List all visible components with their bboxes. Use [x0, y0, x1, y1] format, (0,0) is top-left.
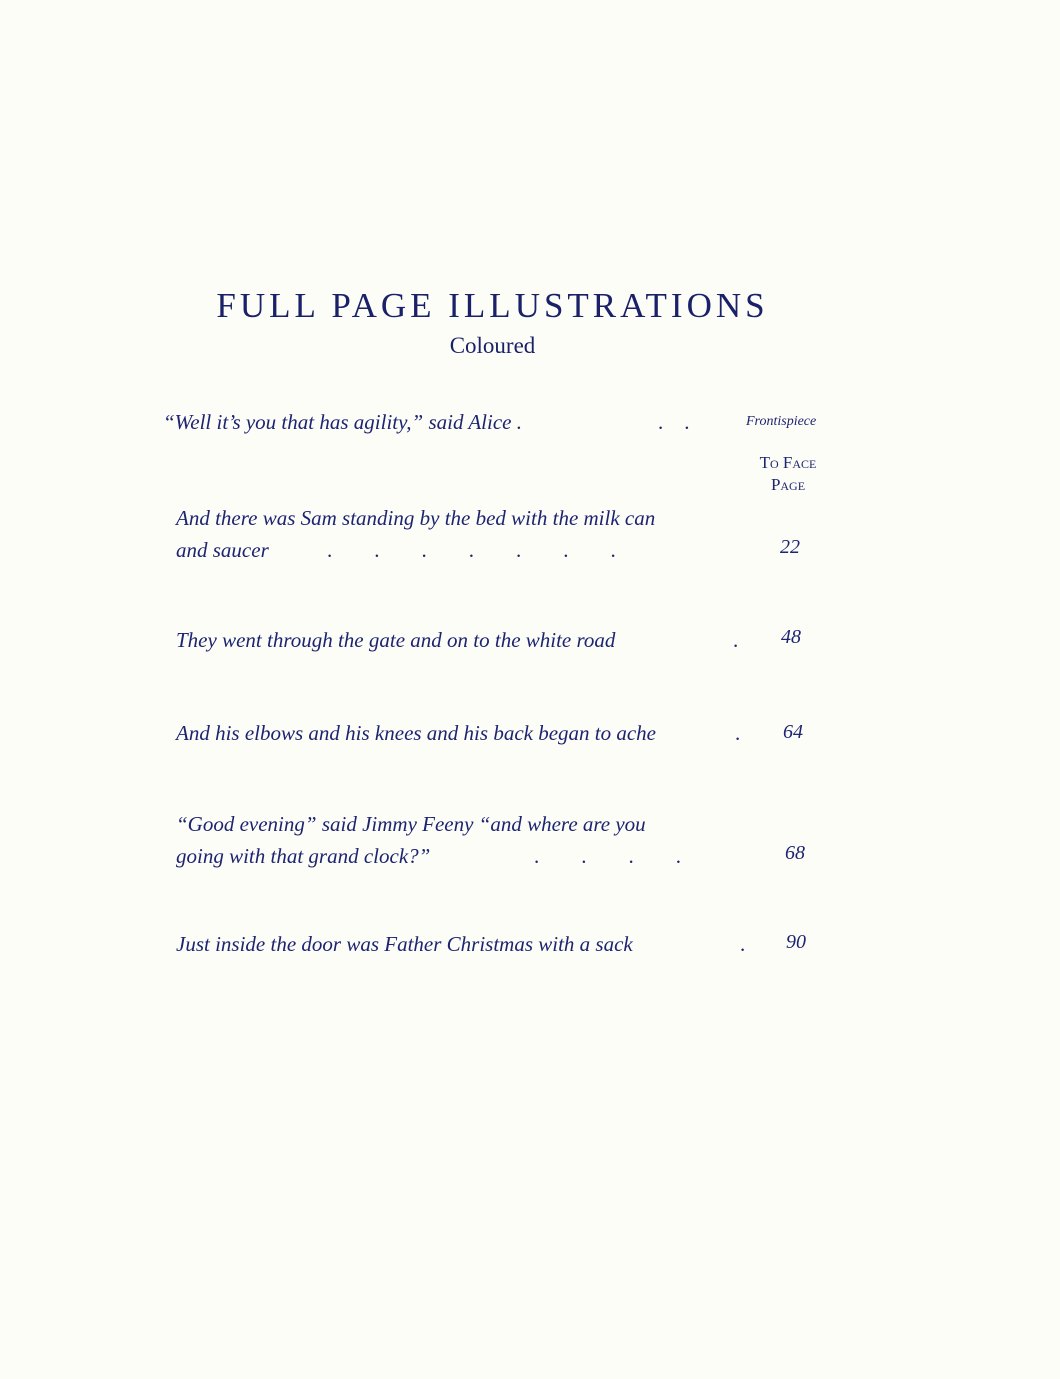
entry-6-text: Just inside the door was Father Christmas with a sack [176, 932, 633, 956]
entry-3-text: They went through the gate and on to the white road [176, 628, 616, 652]
entry-4-text: And his elbows and his knees and his back began to ache [176, 721, 657, 745]
column-header-line-2: Page [770, 475, 806, 494]
column-header-line-1: To Face [759, 453, 817, 472]
entry-2-text-line-2: and saucer [176, 538, 269, 562]
entry-2-text-line-1: And there was Sam standing by the bed with the milk can [176, 506, 656, 530]
entry-1-leader: . . [658, 410, 690, 434]
entry-5-page: 68 [785, 842, 805, 864]
entry-1-text: “Well it’s you that has agility,” said Alice . [163, 410, 522, 434]
entry-6-page: 90 [786, 931, 806, 953]
entry-5-text-line-1: “Good evening” said Jimmy Feeny “and where are you [176, 812, 646, 836]
entry-1-page: Frontispiece [746, 414, 817, 429]
entry-5-text-line-2: going with that grand clock?” [176, 844, 431, 868]
entry-2-leader: . . . . . . . [327, 538, 616, 562]
entry-5-leader: . . . . [534, 844, 681, 868]
entry-2-page: 22 [780, 536, 800, 558]
page-subtitle: Coloured [449, 333, 536, 358]
entry-3-page: 48 [781, 626, 801, 648]
page-title: FULL PAGE ILLUSTRATIONS [216, 286, 769, 325]
entry-6-leader: . [740, 932, 746, 956]
entry-3-leader: . [733, 628, 739, 652]
entry-4-leader: . [735, 721, 741, 745]
entry-4-page: 64 [783, 721, 803, 743]
